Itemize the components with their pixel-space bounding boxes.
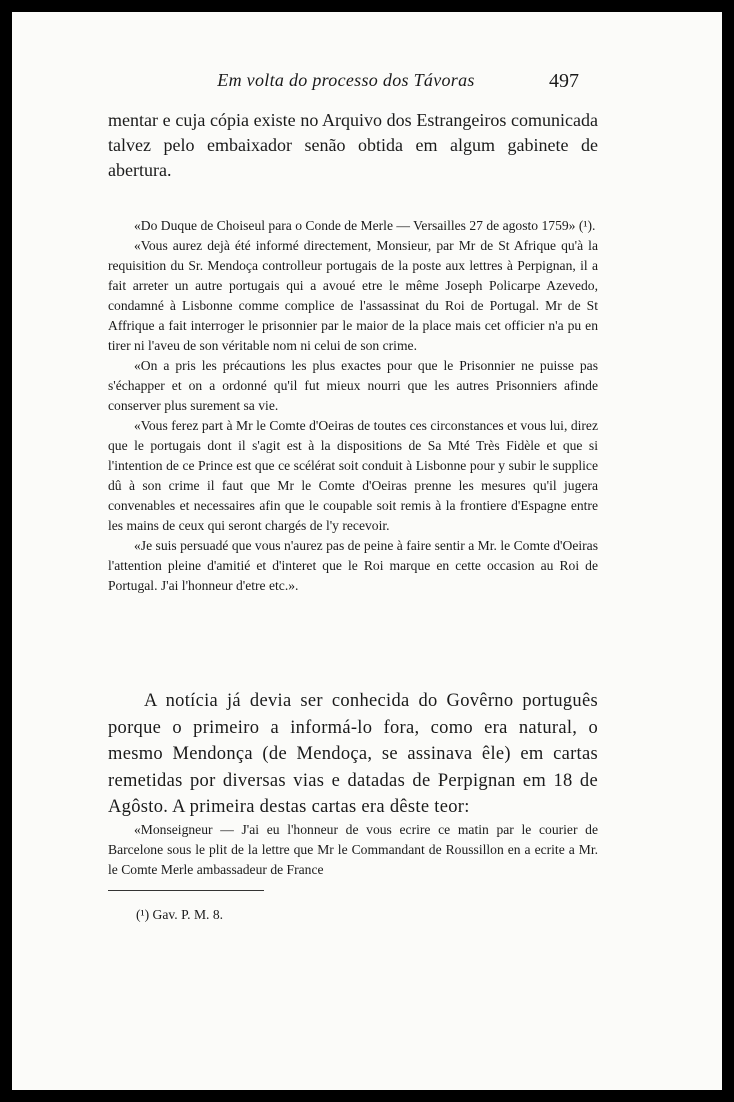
main-paragraph: A notícia já devia ser conhecida do Govêrno português porque o primeiro a informá-lo fora, como era natural, o mesmo Mendonça (de Mendoça, se assinava êle) em cartas remetidas por diversas vias e datadas de Perpignan em 18 de Agôsto. A primeira destas cartas era dêste teor: xyxy=(108,691,598,817)
page-number: 497 xyxy=(549,70,579,92)
footnote-divider xyxy=(108,890,264,891)
quote-paragraph: «On a pris les précautions les plus exactes pour que le Prisonnier ne puisse pas s'échapper et on a ordonné qu'il fut mieux nourri que les autres Prisonniers afinde conserver plus surement sa vie. xyxy=(108,358,598,413)
quote-paragraph: «Vous ferez part à Mr le Comte d'Oeiras de toutes ces circonstances et vous lui, direz que le portugais dont il s'agit est à la dispositions de Sa Mté Très Fidèle et que si l'intention de ce Prince est que ce scélérat soit conduit à Lisbonne pour y subir le supplice dû à son crime il faut que Mr le Comte d'Oeiras prenne les mesures qu'il jugera convenables et necessaires afin que le coupable soit remis à la frontiere d'Espagne entre les mains de ceux qui seront chargés de l'y recevoir. xyxy=(108,418,598,533)
lead-paragraph: mentar e cuja cópia existe no Arquivo dos Estrangeiros comunicada talvez pelo embaixador senão obtida em algum gabinete de abertura. xyxy=(108,110,598,180)
footnote: (¹) Gav. P. M. 8. xyxy=(136,907,224,922)
second-quote-paragraph: «Monseigneur — J'ai eu l'honneur de vous ecrire ce matin par le courier de Barcelone sous le plit de la lettre que Mr le Commandant de Roussillon en a ecrite a Mr. le Comte Merle ambassadeur de France xyxy=(108,822,598,877)
quote-block xyxy=(108,216,598,596)
second-quote-block xyxy=(108,820,598,880)
lead-paragraph-block xyxy=(108,108,598,183)
quote-paragraph: «Vous aurez dejà été informé directement, Monsieur, par Mr de St Afrique qu'à la requisition du Sr. Mendoça controlleur portugais de la poste aux lettres à Perpignan, il a fait arreter un autre portugais qui a avoué etre le même Joseph Policarpe Azevedo, condamné à Lisbonne comme complice de l'assassinat du Roi de Portugal. Mr de St Affrique a fait interroger le prisonnier par le maior de la place mais cet officier n'a pu en tirer ni l'aveu de son véritable nom ni celui de son crime. xyxy=(108,238,598,353)
book-page xyxy=(12,12,722,1090)
quote-paragraph: «Je suis persuadé que vous n'aurez pas de peine à faire sentir a Mr. le Comte d'Oeiras l'attention pleine d'amitié et d'interet que le Roi marque en cette occasion au Roi de Portugal. J'ai l'honneur d'etre etc.». xyxy=(108,538,598,593)
quote-heading: «Do Duque de Choiseul para o Conde de Merle — Versailles 27 de agosto 1759» (¹). xyxy=(134,218,596,233)
main-text-block xyxy=(108,688,598,821)
running-title: Em volta do processo dos Távoras xyxy=(217,70,475,90)
